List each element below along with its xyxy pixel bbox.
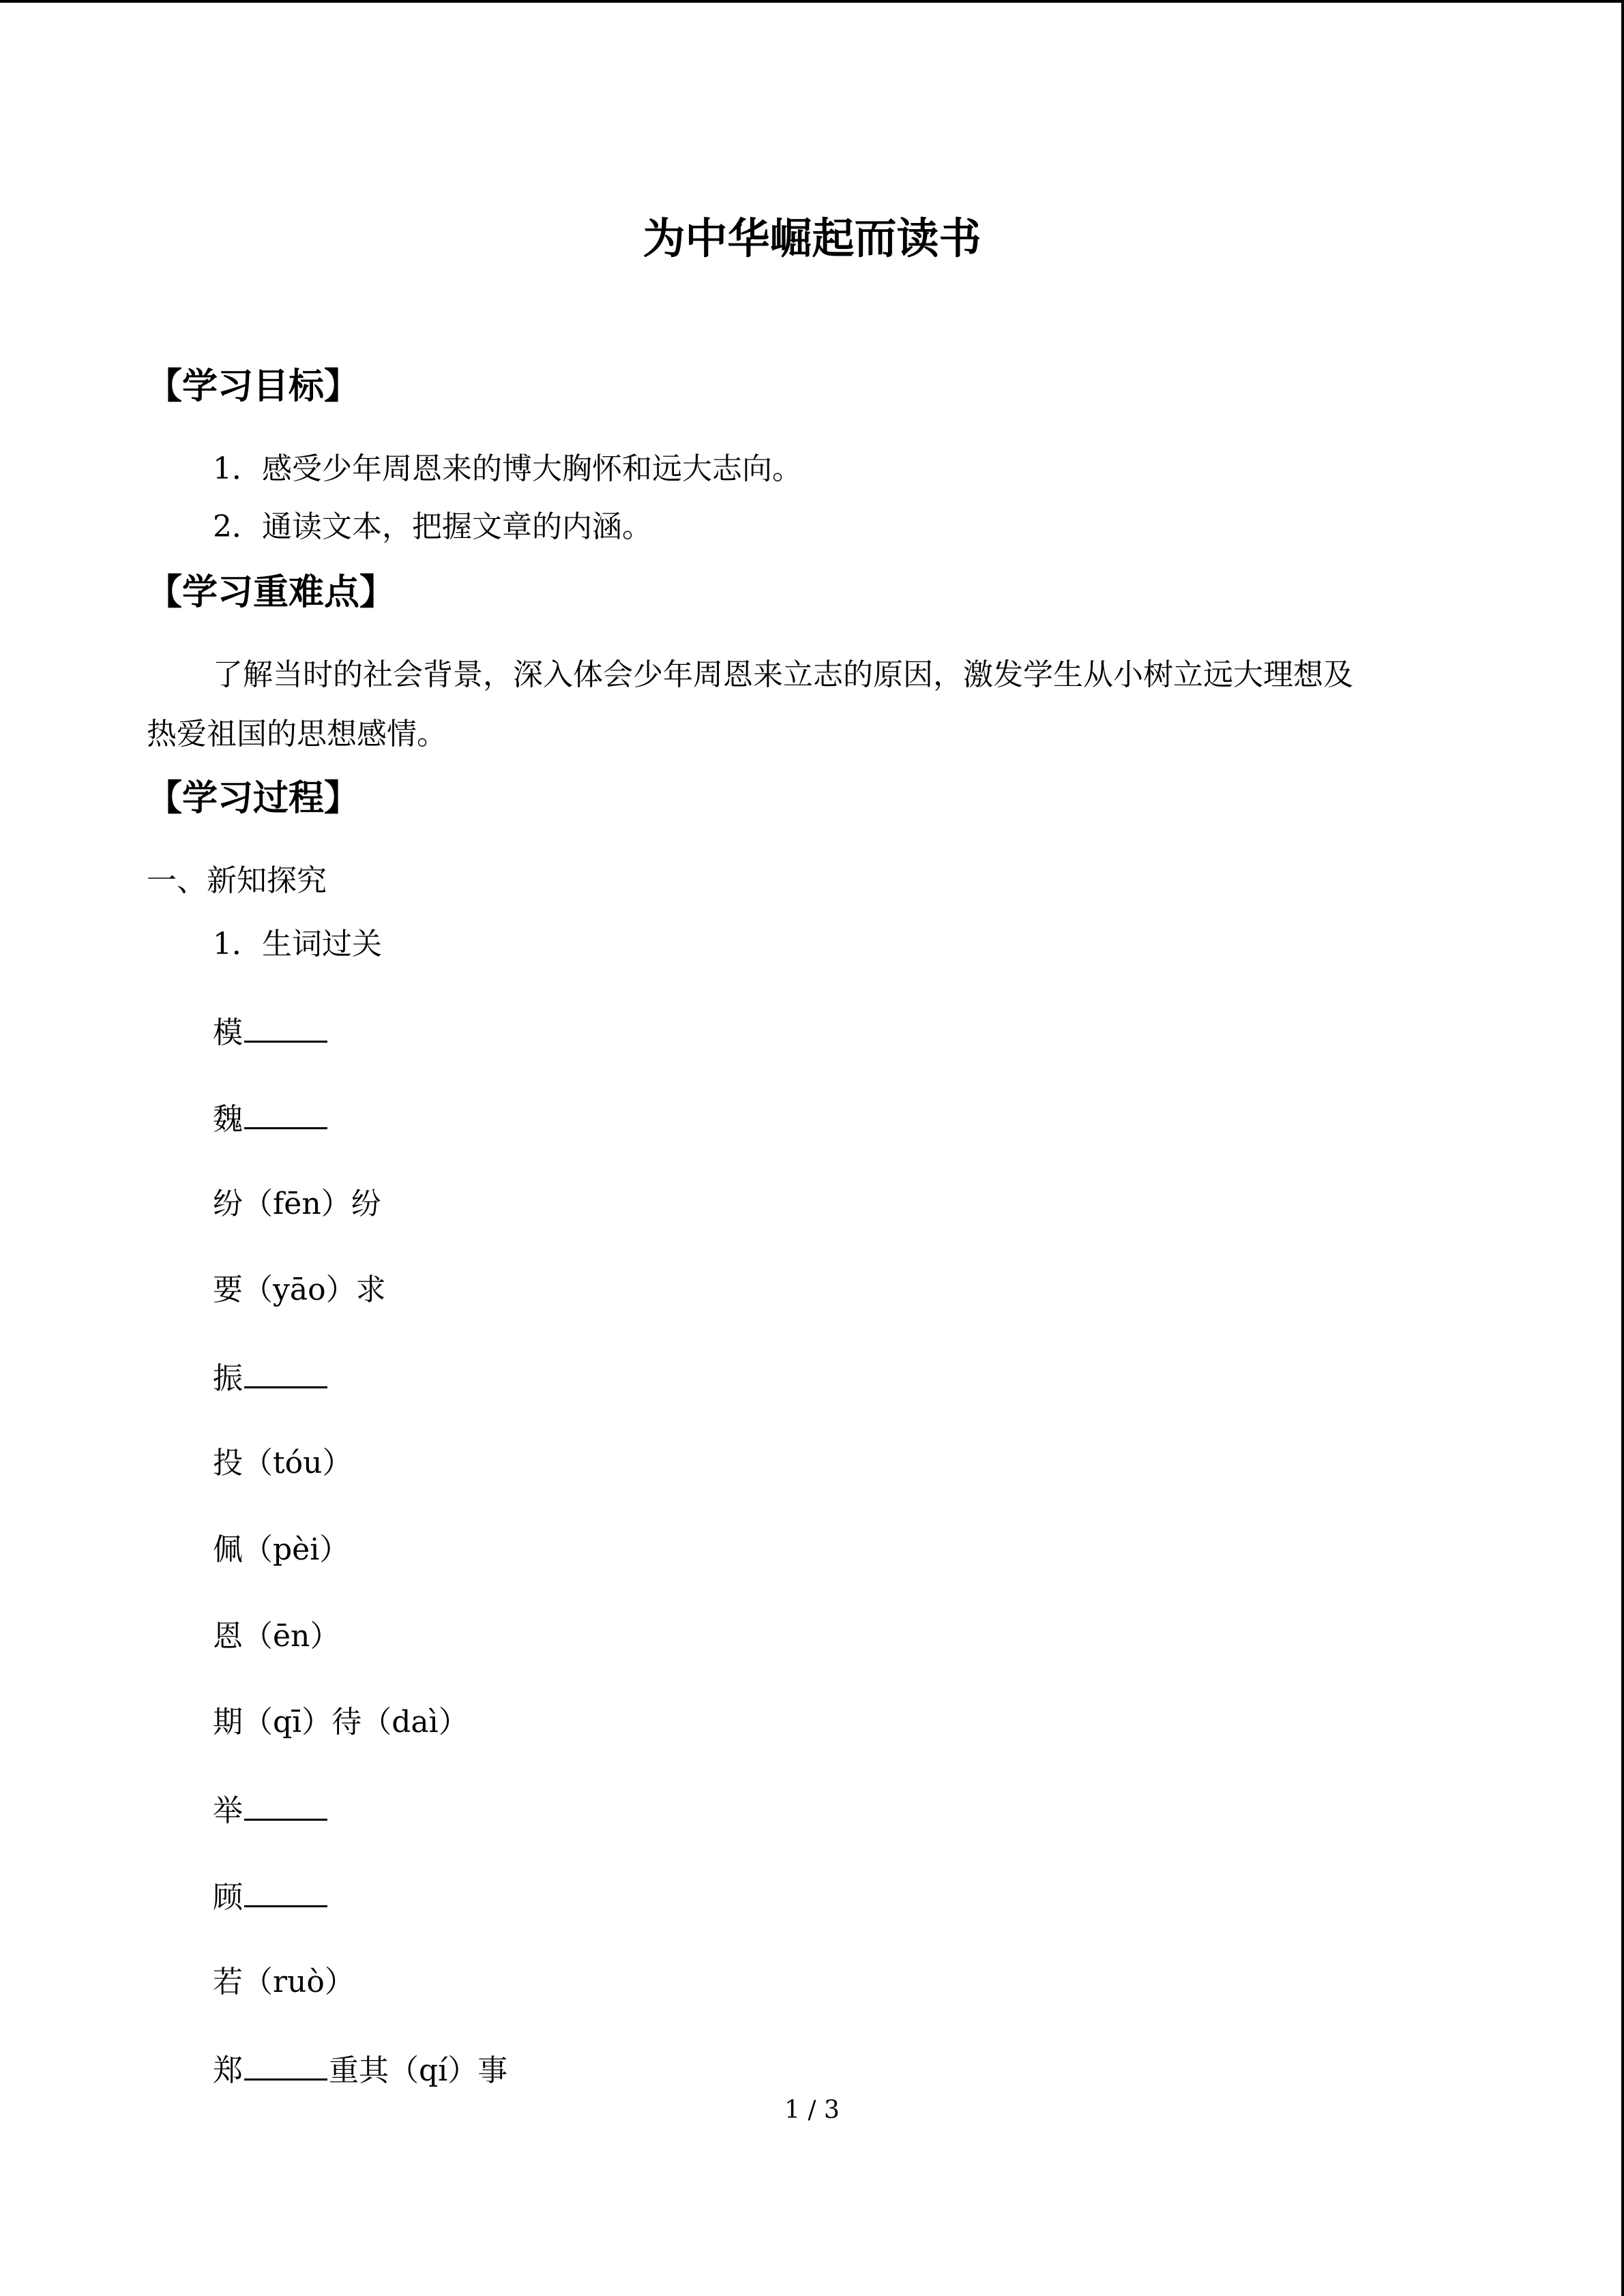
vocab-item	[213, 1875, 329, 1918]
vocab-item: 要（yāo）求	[213, 1272, 386, 1307]
fill-blank[interactable]	[244, 1356, 327, 1388]
vocab-char: 郑	[213, 2053, 243, 2088]
fill-blank[interactable]	[244, 2048, 327, 2081]
key-points-heading: 【学习重难点】	[147, 572, 396, 613]
vocab-item	[213, 2048, 507, 2091]
vocab-item: 若（ruò）	[213, 1965, 355, 1999]
sub-section-vocabulary: 1．生词过关	[213, 927, 382, 961]
process-heading: 【学习过程】	[147, 778, 360, 819]
vocab-char: 振	[213, 1361, 243, 1396]
key-points-paragraph-line-2: 热爱祖国的思想感情。	[147, 717, 447, 751]
goal-item-2: 2．通读文本，把握文章的内涵。	[213, 509, 652, 544]
page-number: 1 / 3	[784, 2096, 840, 2124]
vocab-item: 期（qī）待（daì）	[213, 1705, 469, 1740]
fill-blank[interactable]	[244, 1011, 327, 1043]
vocab-item	[213, 1356, 329, 1399]
vocab-item: 恩（ēn）	[213, 1619, 340, 1654]
vocab-char: 举	[213, 1793, 243, 1828]
vocab-item	[213, 1789, 329, 1832]
part-1-heading: 一、新知探究	[147, 863, 327, 898]
vocab-item	[213, 1097, 329, 1140]
goals-heading: 【学习目标】	[147, 366, 360, 407]
fill-blank[interactable]	[244, 1789, 327, 1821]
key-points-paragraph-line-1: 了解当时的社会背景，深入体会少年周恩来立志的原因，激发学生从小树立远大理想及	[213, 657, 1353, 692]
goal-item-1: 1．感受少年周恩来的博大胸怀和远大志向。	[213, 451, 802, 486]
vocab-suffix: 重其（qí）事	[329, 2053, 508, 2088]
fill-blank[interactable]	[244, 1097, 327, 1129]
vocab-item: 佩（pèi）	[213, 1532, 350, 1567]
vocab-char: 魏	[213, 1102, 243, 1137]
vocab-char: 顾	[213, 1880, 243, 1915]
vocab-item: 纷（fēn）纷	[213, 1187, 381, 1221]
vocab-char: 模	[213, 1015, 243, 1050]
vocab-item	[213, 1011, 329, 1054]
fill-blank[interactable]	[244, 1875, 327, 1907]
document-title: 为中华崛起而读书	[643, 213, 981, 263]
vocab-item: 投（tóu）	[213, 1446, 353, 1480]
